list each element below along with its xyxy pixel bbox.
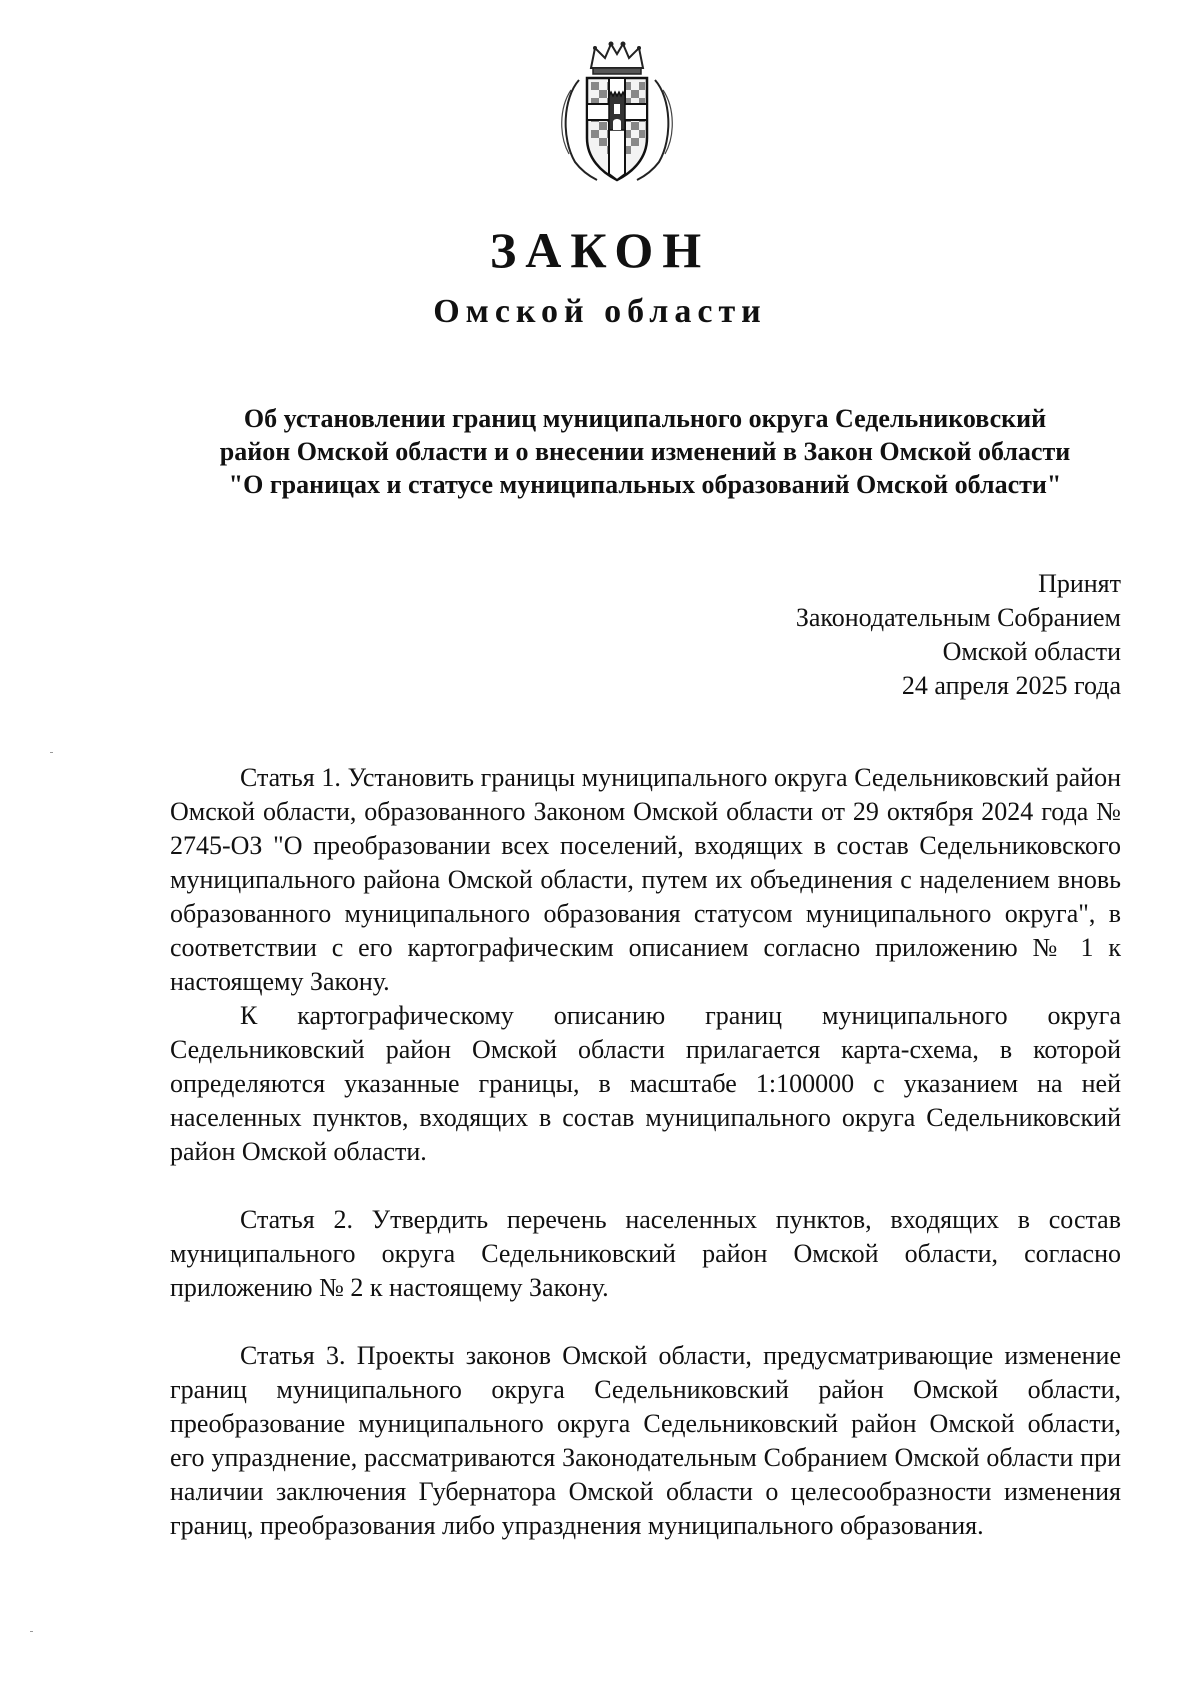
- article-2-paragraph: Статья 2. Утвердить перечень населенных пунктов, входящих в состав муниципального округа Седельниковский район Омской области, согласно приложению № 2 к настоящему Закону.: [170, 1205, 1121, 1302]
- adoption-block: [640, 567, 1121, 703]
- adoption-line: Законодательным Собранием: [795, 603, 1121, 632]
- adoption-line: Омской области: [942, 637, 1121, 666]
- heading-line: район Омской области и о внесении изменений в Закон Омской области: [219, 437, 1071, 466]
- law-heading: [170, 402, 1120, 501]
- adoption-line: Принят: [1038, 569, 1121, 598]
- adoption-date: 24 апреля 2025 года: [901, 671, 1121, 700]
- law-body: [170, 761, 1121, 1543]
- heading-line: Об установлении границ муниципального округа Седельниковский: [243, 404, 1047, 433]
- scan-speck: [30, 1631, 33, 1632]
- article-3-paragraph: Статья 3. Проекты законов Омской области, предусматривающие изменение границ муниципального округа Седельниковский район Омской области, преобразование муниципального округа Седельниковский район Омской области, его упразднение, рассматриваются Законодательным Собранием Омской области при наличии заключения Губернатора Омской области о целесообразности изменения границ, преобразования либо упразднения муниципального образования.: [170, 1341, 1121, 1540]
- document-title: ЗАКОН: [489, 222, 711, 278]
- document-subtitle: Омской области: [433, 293, 767, 330]
- heading-line: "О границах и статусе муниципальных образований Омской области": [228, 470, 1062, 499]
- coat-of-arms-emblem: [553, 38, 681, 186]
- scan-speck: [50, 752, 53, 753]
- article-1-paragraph-1: Статья 1. Установить границы муниципального округа Седельниковский район Омской области, образованного Законом Омской области от 29 октября 2024 года № 2745-ОЗ "О преобразовании всех поселений, входящих в состав Седельниковского муниципального района Омской области, путем их объединения с наделением вновь образованного муниципального образования статусом муниципального округа", в соответствии с его картографическим описанием согласно приложению № 1 к настоящему Закону.: [170, 763, 1121, 996]
- article-1-paragraph-2: К картографическому описанию границ муниципального округа Седельниковский район Омской области прилагается карта-схема, в которой определяются указанные границы, в масштабе 1:100000 с указанием на ней населенных пунктов, входящих в состав муниципального округа Седельниковский район Омской области.: [170, 1001, 1121, 1166]
